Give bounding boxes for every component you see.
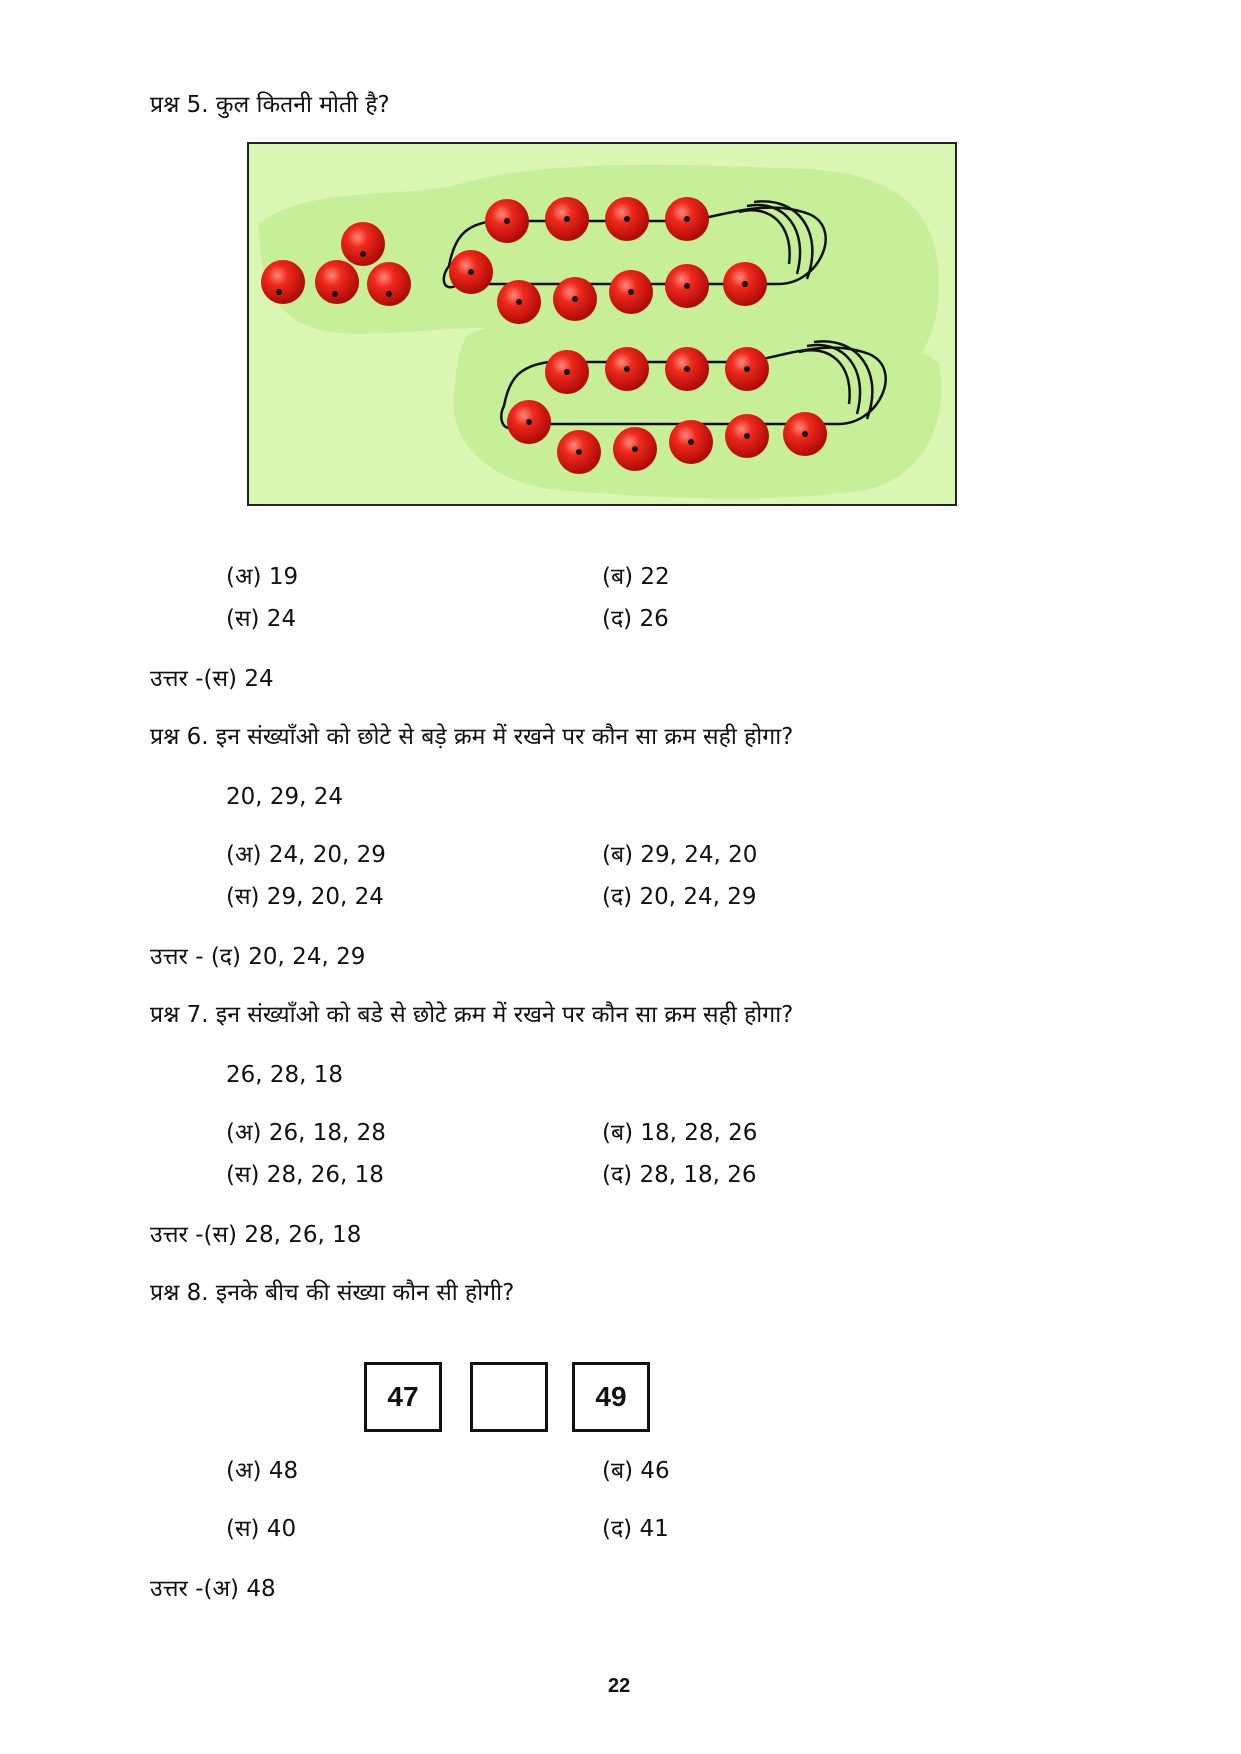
q6-option-b: (ब) 29, 24, 20	[602, 842, 758, 868]
q7-answer: उत्तर -(स) 28, 26, 18	[150, 1222, 362, 1248]
q5-option-c: (स) 24	[226, 606, 297, 632]
beads-illustration	[249, 144, 955, 504]
q8-answer: उत्तर -(अ) 48	[150, 1576, 276, 1602]
q8-question: प्रश्न 8. इनके बीच की संख्या कौन सी होगी?	[150, 1280, 515, 1306]
q6-option-d: (द) 20, 24, 29	[602, 884, 757, 910]
q8-option-a: (अ) 48	[226, 1458, 299, 1484]
q7-question: प्रश्न 7. इन संख्याँओ को बडे से छोटे क्रम में रखने पर कौन सा क्रम सही होगा?	[150, 1002, 794, 1028]
q8-option-b: (ब) 46	[602, 1458, 670, 1484]
q5-answer: उत्तर -(स) 24	[150, 666, 274, 692]
q7-numbers: 26, 28, 18	[226, 1062, 344, 1088]
beads-figure	[247, 142, 957, 506]
q6-option-a: (अ) 24, 20, 29	[226, 842, 386, 868]
q5-option-a: (अ) 19	[226, 564, 299, 590]
number-box-blank	[470, 1362, 548, 1432]
q6-question: प्रश्न 6. इन संख्याँओ को छोटे से बड़े क्रम में रखने पर कौन सा क्रम सही होगा?	[150, 724, 794, 750]
q5-option-d: (द) 26	[602, 606, 669, 632]
q7-option-b: (ब) 18, 28, 26	[602, 1120, 758, 1146]
number-box-last: 49	[572, 1362, 650, 1432]
q7-option-c: (स) 28, 26, 18	[226, 1162, 384, 1188]
q6-numbers: 20, 29, 24	[226, 784, 344, 810]
q7-option-a: (अ) 26, 18, 28	[226, 1120, 386, 1146]
q6-option-c: (स) 29, 20, 24	[226, 884, 384, 910]
number-box-first: 47	[364, 1362, 442, 1432]
q8-option-c: (स) 40	[226, 1516, 297, 1542]
q6-answer: उत्तर - (द) 20, 24, 29	[150, 944, 366, 970]
page-number: 22	[608, 1675, 631, 1697]
q5-question: प्रश्न 5. कुल कितनी मोती है?	[150, 92, 390, 118]
q8-option-d: (द) 41	[602, 1516, 669, 1542]
q5-option-b: (ब) 22	[602, 564, 670, 590]
q7-option-d: (द) 28, 18, 26	[602, 1162, 757, 1188]
